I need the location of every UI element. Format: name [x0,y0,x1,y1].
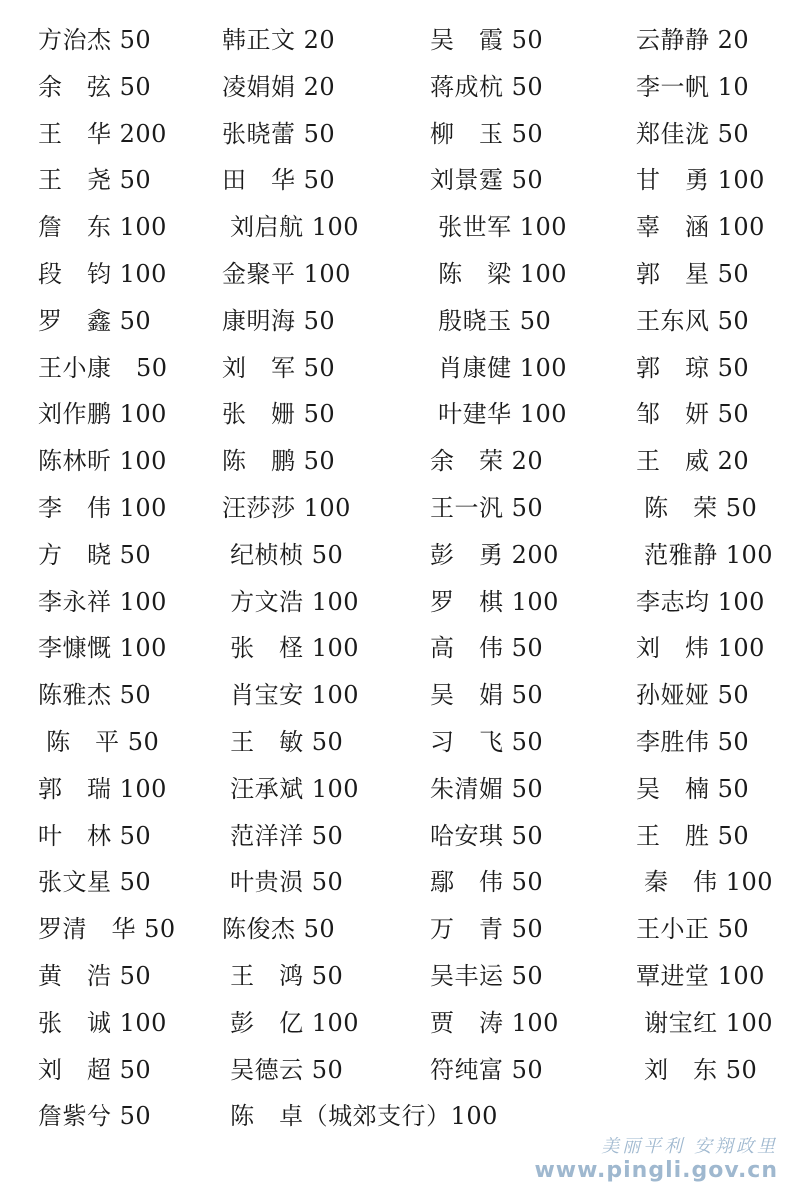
donor-entry: 刘作鹏 100 [38,400,167,429]
donor-entry: 纪桢桢 50 [222,540,344,569]
donor-entry: 凌娟娟 20 [222,72,336,101]
donor-entry: 金聚平 100 [222,260,351,288]
donor-row [0,67,800,107]
donor-row [0,160,800,200]
donor-entry: 汪承斌 100 [222,774,360,803]
donor-entry: 方文浩 100 [222,587,360,616]
donor-entry: 李永祥 100 [38,587,167,616]
donor-entry: 刘 炜 100 [636,634,765,663]
donor-entry: 陈 卓（城郊支行）100 [222,1102,498,1131]
donor-entry: 王小正 50 [636,915,750,944]
donor-row [0,1003,800,1043]
donor-entry: 韩正文 20 [222,26,336,54]
donor-row [0,535,800,575]
donor-entry: 哈安琪 50 [430,821,544,850]
watermark-slogan: 美丽平利 安翔政里 [601,1136,778,1158]
donor-entry: 吴 娟 50 [430,681,544,710]
donor-entry: 张 诚 100 [38,1008,167,1037]
donor-entry: 刘启航 100 [222,213,360,242]
donor-entry: 范洋洋 50 [222,821,344,850]
donor-entry: 殷晓玉 50 [430,306,552,335]
donor-row [0,254,800,294]
donor-entry: 王小康 50 [38,353,168,382]
donor-row [0,769,800,809]
donor-entry: 吴德云 50 [222,1055,344,1084]
donor-entry: 李胜伟 50 [636,728,750,756]
donor-entry: 郭 瑞 100 [38,774,167,803]
donor-row [0,348,800,388]
donor-row [0,722,800,762]
donor-entry: 邹 妍 50 [636,400,750,429]
donor-entry: 余 荣 20 [430,447,544,476]
donor-entry: 蒋成杭 50 [430,72,544,101]
donor-entry: 王 尧 50 [38,166,152,195]
donor-entry: 郭 琼 50 [636,353,750,382]
donor-row [0,20,800,60]
donor-entry: 吴 霞 50 [430,26,544,54]
donor-entry: 习 飞 50 [430,728,544,756]
donor-entry: 方治杰 50 [38,26,152,54]
donor-entry: 贾 涛 100 [430,1008,559,1037]
donor-entry: 叶贵涢 50 [222,868,344,897]
donor-entry: 彭 勇 200 [430,540,559,569]
donor-row [0,1050,800,1090]
donor-entry: 孙娅娅 50 [636,681,750,710]
donor-entry: 陈 鹏 50 [222,447,336,476]
donor-entry: 肖宝安 100 [222,681,360,710]
donor-entry: 谢宝红 100 [636,1008,774,1037]
donor-entry: 吴丰运 50 [430,962,544,990]
donor-entry: 罗 棋 100 [430,587,559,616]
donor-entry: 柳 玉 50 [430,119,544,148]
donor-row [0,909,800,949]
donor-row [0,582,800,622]
donor-entry: 刘 军 50 [222,353,336,382]
donor-entry: 彭 亿 100 [222,1008,360,1037]
donor-entry: 张世军 100 [430,213,568,242]
donor-entry: 万 青 50 [430,915,544,944]
donor-entry: 方 晓 50 [38,540,152,569]
donor-entry: 李慷慨 100 [38,634,167,663]
donor-row [0,956,800,996]
watermark-url: www.pingli.gov.cn [534,1157,778,1183]
donor-entry: 陈俊杰 50 [222,915,336,944]
donor-entry: 覃进堂 100 [636,962,765,990]
donor-entry: 秦 伟 100 [636,868,774,897]
donor-entry: 张晓蕾 50 [222,119,336,148]
donor-row [0,114,800,154]
donor-entry: 王一汎 50 [430,494,544,522]
donor-entry: 符纯富 50 [430,1055,544,1084]
donor-entry: 郭 星 50 [636,260,750,288]
donor-entry: 范雅静 100 [636,540,774,569]
site-watermark [534,1136,778,1184]
donor-entry: 高 伟 50 [430,634,544,663]
donor-entry: 朱清媚 50 [430,774,544,803]
donor-entry: 叶 林 50 [38,821,152,850]
donor-entry: 李 伟 100 [38,494,167,522]
donor-row [0,394,800,434]
donor-entry: 李一帆 10 [636,72,750,101]
donor-entry: 吴 楠 50 [636,774,750,803]
donor-row [0,301,800,341]
donor-entry: 黄 浩 50 [38,962,152,990]
donor-entry: 王 胜 50 [636,821,750,850]
donor-entry: 陈 梁 100 [430,260,568,288]
donor-entry: 王 华 200 [38,119,167,148]
donor-row [0,207,800,247]
donor-entry: 田 华 50 [222,166,336,195]
donor-entry: 王 敏 50 [222,728,344,756]
donor-entry: 刘景霆 50 [430,166,544,195]
donor-row [0,675,800,715]
donor-entry: 汪莎莎 100 [222,494,351,522]
donor-entry: 王 鸿 50 [222,962,344,990]
donor-entry: 陈林昕 100 [38,447,167,476]
donor-row [0,816,800,856]
donor-entry: 辜 涵 100 [636,213,765,242]
donor-entry: 云静静 20 [636,26,750,54]
donor-entry: 甘 勇 100 [636,166,765,195]
donor-entry: 詹紫兮 50 [38,1102,152,1131]
donor-entry: 郑佳泷 50 [636,119,750,148]
donor-entry: 叶建华 100 [430,400,568,429]
donor-entry: 詹 东 100 [38,213,167,242]
donor-row [0,441,800,481]
donor-entry: 张 姗 50 [222,400,336,429]
donor-entry: 刘 东 50 [636,1055,758,1084]
donor-entry: 段 钧 100 [38,260,167,288]
donor-entry: 王东风 50 [636,306,750,335]
donor-entry: 陈雅杰 50 [38,681,152,710]
donor-entry: 康明海 50 [222,306,336,335]
donor-entry: 肖康健 100 [430,353,568,382]
donor-entry: 张文星 50 [38,868,152,897]
donor-entry: 余 弦 50 [38,72,152,101]
donor-entry: 陈 荣 50 [636,494,758,522]
donor-entry: 李志均 100 [636,587,765,616]
donor-entry: 罗 鑫 50 [38,306,152,335]
donor-entry: 陈 平 50 [38,728,160,756]
donor-entry: 鄢 伟 50 [430,868,544,897]
donor-entry: 罗清 华 50 [38,915,176,944]
donor-entry: 刘 超 50 [38,1055,152,1084]
donor-row [0,628,800,668]
donor-entry: 王 威 20 [636,447,750,476]
donor-entry: 张 柽 100 [222,634,360,663]
donor-row [0,1096,800,1136]
donor-row [0,862,800,902]
donor-row [0,488,800,528]
